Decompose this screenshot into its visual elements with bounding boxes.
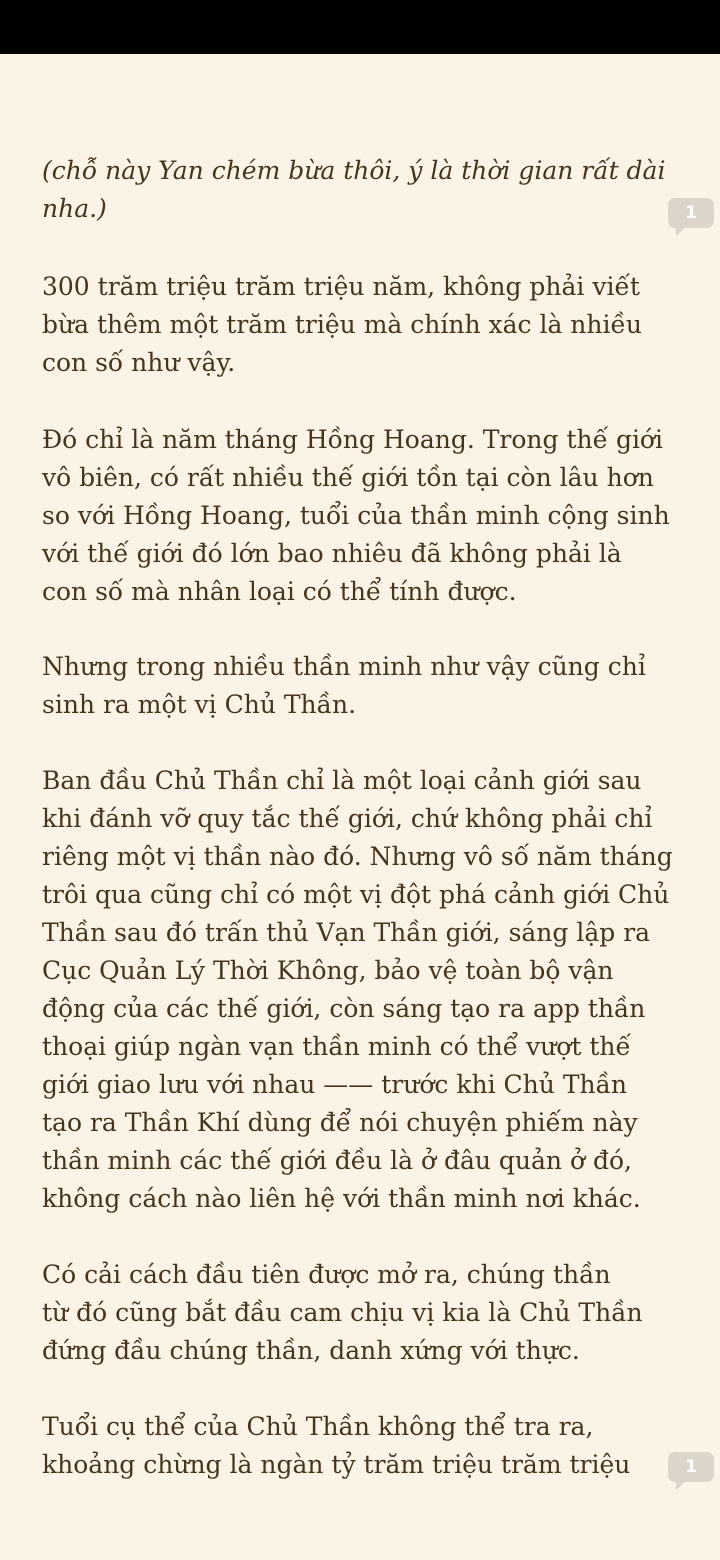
story-paragraph	[42, 762, 682, 1218]
text-line: Đó chỉ là năm tháng Hồng Hoang. Trong thế giới	[42, 425, 663, 454]
text-line: 300 trăm triệu trăm triệu năm, không phải viết	[42, 272, 640, 301]
story-paragraph	[42, 1408, 682, 1484]
text-line: Nhưng trong nhiều thần minh như vậy cũng chỉ	[42, 652, 646, 681]
text-line: so với Hồng Hoang, tuổi của thần minh cộng sinh	[42, 501, 670, 530]
text-line: vô biên, có rất nhiều thế giới tồn tại còn lâu hơn	[42, 463, 654, 492]
text-line: Thần sau đó trấn thủ Vạn Thần giới, sáng lập ra	[42, 918, 651, 947]
status-bar	[0, 0, 720, 54]
text-line: Cục Quản Lý Thời Không, bảo vệ toàn bộ vận	[42, 956, 614, 985]
story-paragraph	[42, 421, 682, 611]
text-line: bừa thêm một trăm triệu mà chính xác là nhiều	[42, 310, 642, 339]
text-line: khoảng chừng là ngàn tỷ trăm triệu trăm triệu	[42, 1450, 631, 1479]
text-line: Có cải cách đầu tiên được mở ra, chúng thần	[42, 1260, 611, 1289]
text-line: từ đó cũng bắt đầu cam chịu vị kia là Chủ Thần	[42, 1298, 643, 1327]
author-note-paragraph	[42, 152, 682, 228]
text-line: đứng đầu chúng thần, danh xứng với thực.	[42, 1336, 580, 1365]
text-line: giới giao lưu với nhau —— trước khi Chủ Thần	[42, 1070, 628, 1099]
text-line: sinh ra một vị Chủ Thần.	[42, 690, 357, 719]
text-line: Ban đầu Chủ Thần chỉ là một loại cảnh giới sau	[42, 766, 642, 795]
paragraph-comment-button[interactable]: 1	[668, 1452, 714, 1482]
text-line: con số như vậy.	[42, 348, 236, 377]
text-line: tạo ra Thần Khí dùng để nói chuyện phiếm này	[42, 1108, 638, 1137]
story-paragraph	[42, 1256, 682, 1370]
text-line: với thế giới đó lớn bao nhiêu đã không phải là	[42, 539, 622, 568]
text-line: khi đánh vỡ quy tắc thế giới, chứ không phải chỉ	[42, 804, 653, 833]
text-line: trôi qua cũng chỉ có một vị đột phá cảnh giới Chủ	[42, 880, 670, 909]
text-line: Tuổi cụ thể của Chủ Thần không thể tra ra,	[42, 1412, 594, 1441]
text-line: không cách nào liên hệ với thần minh nơi khác.	[42, 1184, 641, 1213]
text-line: thoại giúp ngàn vạn thần minh có thể vượt thế	[42, 1032, 631, 1061]
text-line: riêng một vị thần nào đó. Nhưng vô số năm tháng	[42, 842, 673, 871]
text-line: nha.)	[42, 194, 107, 223]
text-line: con số mà nhân loại có thể tính được.	[42, 577, 517, 606]
paragraph-comment-button[interactable]: 1	[668, 198, 714, 228]
text-line: thần minh các thế giới đều là ở đâu quản ở đó,	[42, 1146, 632, 1175]
text-line: động của các thế giới, còn sáng tạo ra app thần	[42, 994, 646, 1023]
story-paragraph	[42, 648, 682, 724]
story-paragraph	[42, 268, 682, 382]
text-line: (chỗ này Yan chém bừa thôi, ý là thời gian rất dài	[42, 156, 666, 185]
